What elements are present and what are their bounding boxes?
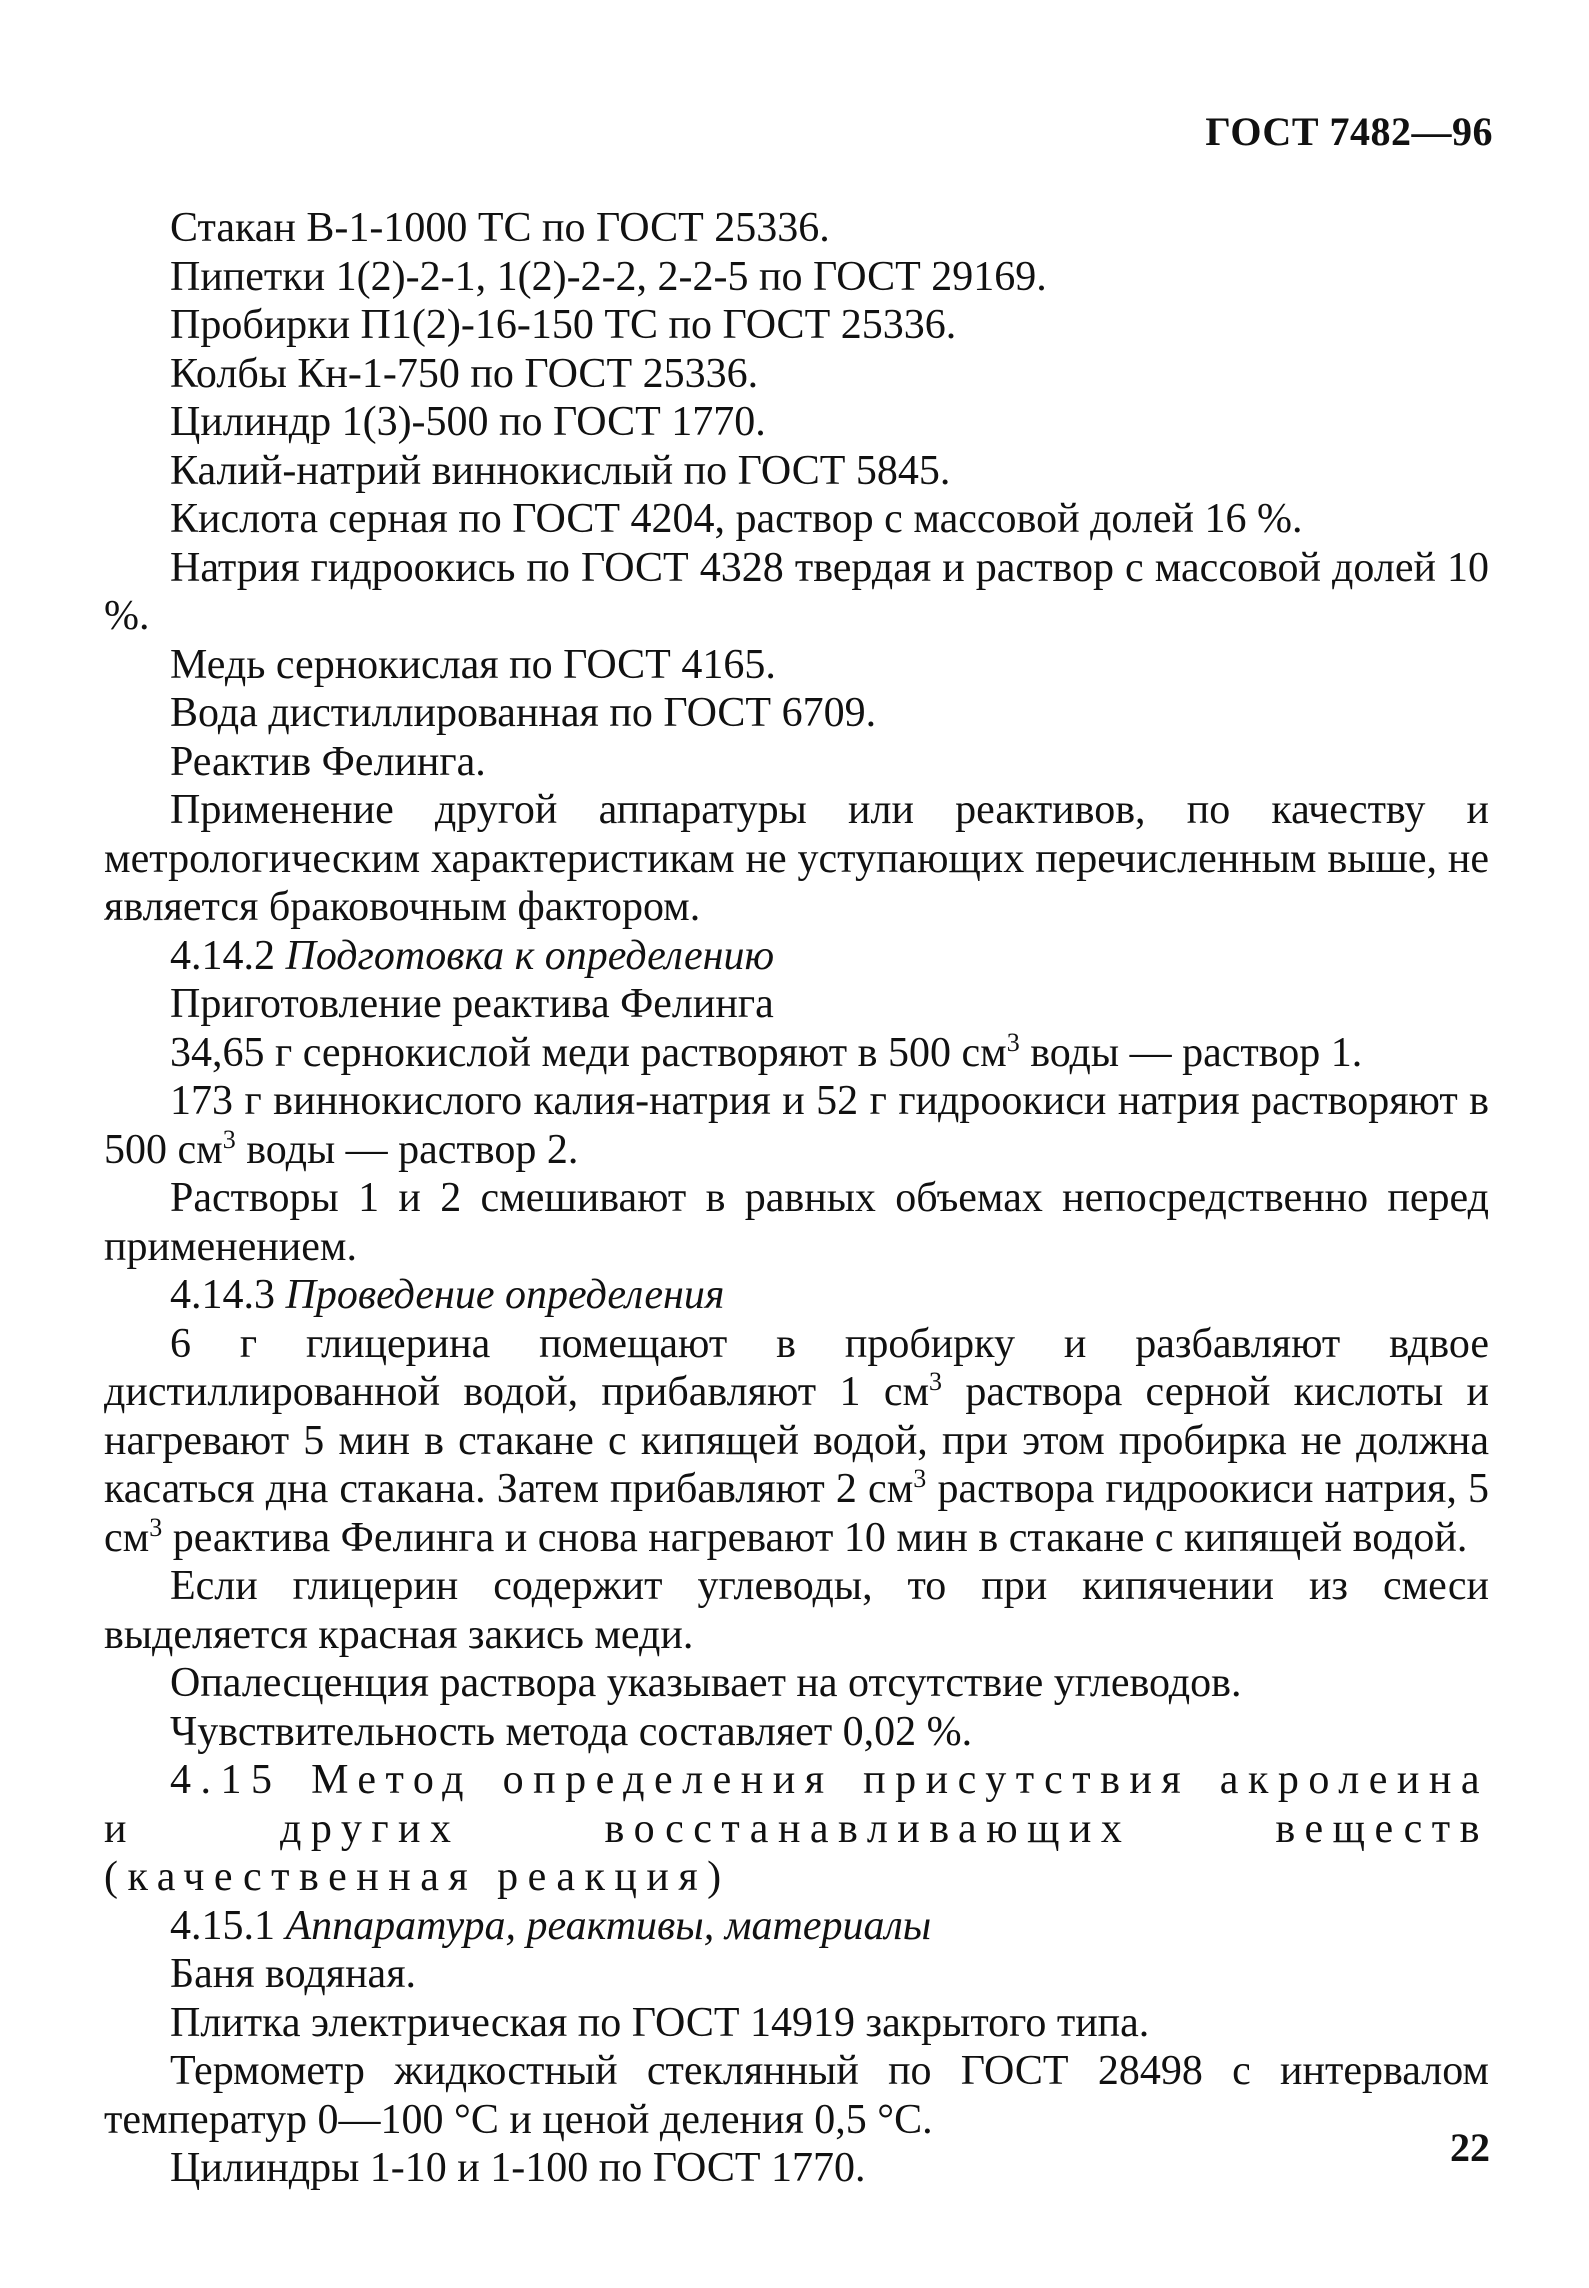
list-item: Плитка электрическая по ГОСТ 14919 закрытого типа. xyxy=(170,1999,1150,2046)
section-heading xyxy=(104,932,1489,981)
list-item: Реактив Фелинга. xyxy=(170,738,486,785)
list-item: Медь сернокислая по ГОСТ 4165. xyxy=(170,641,776,688)
document-body xyxy=(104,204,1489,2193)
text-span: 6 г глицерина помещают в пробирку и разбавляют вдвое дистиллированной водой, прибавляют 1 см xyxy=(104,1320,1489,1415)
list-item: Калий-натрий виннокислый по ГОСТ 5845. xyxy=(170,447,951,494)
list-item: Цилиндр 1(3)-500 по ГОСТ 1770. xyxy=(170,399,766,445)
text-span: воды — раствор 1. xyxy=(1019,1029,1363,1076)
list-item: Цилиндры 1-10 и 1-100 по ГОСТ 1770. xyxy=(170,2145,866,2191)
text-span: раствора серной кислоты и нагревают 5 мин в стакане с кипящей водой, при этом пробирка не должна касаться дна стакана. Затем прибавляют 2 см xyxy=(104,1369,1489,1512)
section-title: Подготовка к определению xyxy=(285,932,775,979)
page-number: 22 xyxy=(1450,2125,1490,2170)
section-number: 4.14.3 xyxy=(170,1272,275,1318)
superscript: 3 xyxy=(149,1512,163,1542)
list-item: Стакан В-1-1000 ТС по ГОСТ 25336. xyxy=(170,205,830,251)
list-item: Термометр жидкостный стеклянный по ГОСТ 28498 с интервалом температур 0—100 °С и ценой деления 0,5 °С. xyxy=(104,2048,1489,2143)
text-span: раствора гидроокиси натрия, 5 см xyxy=(104,1466,1489,1561)
section-heading xyxy=(104,1271,1489,1320)
section-title: Аппаратура, реактивы, материалы xyxy=(285,1902,932,1949)
section-title: Проведение определения xyxy=(285,1272,725,1318)
paragraph: Опалесценция раствора указывает на отсутствие углеводов. xyxy=(170,1660,1242,1706)
list-item: Вода дистиллированная по ГОСТ 6709. xyxy=(170,690,877,736)
superscript: 3 xyxy=(913,1464,927,1493)
paragraph: Приготовление реактива Фелинга xyxy=(170,981,774,1027)
paragraph xyxy=(104,1320,1489,1563)
list-item: Колбы Кн-1-750 по ГОСТ 25336. xyxy=(170,350,759,397)
section-heading xyxy=(104,1902,1489,1951)
paragraph xyxy=(104,1029,1489,1078)
paragraph: Растворы 1 и 2 смешивают в равных объемах непосредственно перед применением. xyxy=(104,1175,1489,1270)
list-item: Пробирки П1(2)-16-150 ТС по ГОСТ 25336. xyxy=(170,302,957,348)
paragraph: Применение другой аппаратуры или реактивов, по качеству и метрологическим характеристикам не уступающих перечисленным выше, не является браковочным фактором. xyxy=(104,787,1489,930)
text-span: 34,65 г сернокислой меди растворяют в 500 см xyxy=(170,1029,1007,1076)
superscript: 3 xyxy=(1006,1027,1020,1057)
section-heading-spaced: 4.15 Метод определения присутствия акролеина и других восстанавливающих веществ (качественная реакция) xyxy=(104,1757,1489,1900)
text-span: реактива Фелинга и снова нагревают 10 мин в стакане с кипящей водой. xyxy=(162,1514,1468,1561)
list-item: Баня водяная. xyxy=(170,1951,417,1997)
section-number: 4.14.2 xyxy=(170,932,275,979)
superscript: 3 xyxy=(929,1367,943,1396)
superscript: 3 xyxy=(222,1124,236,1154)
text-span: 173 г виннокислого калия-натрия и 52 г гидроокиси натрия растворяют в 500 см xyxy=(104,1078,1489,1173)
document-id-header: ГОСТ 7482—96 xyxy=(1205,109,1493,154)
paragraph: Чувствительность метода составляет 0,02 %. xyxy=(170,1708,973,1755)
list-item: Натрия гидроокись по ГОСТ 4328 твердая и раствор с массовой долей 10 %. xyxy=(104,544,1489,639)
text-span: воды — раствор 2. xyxy=(235,1126,579,1173)
paragraph xyxy=(104,1077,1489,1174)
list-item: Пипетки 1(2)-2-1, 1(2)-2-2, 2-2-5 по ГОСТ 29169. xyxy=(170,253,1047,300)
section-number: 4.15.1 xyxy=(170,1902,275,1949)
list-item: Кислота серная по ГОСТ 4204, раствор с массовой долей 16 %. xyxy=(170,496,1303,542)
paragraph: Если глицерин содержит углеводы, то при кипячении из смеси выделяется красная закись меди. xyxy=(104,1563,1489,1658)
